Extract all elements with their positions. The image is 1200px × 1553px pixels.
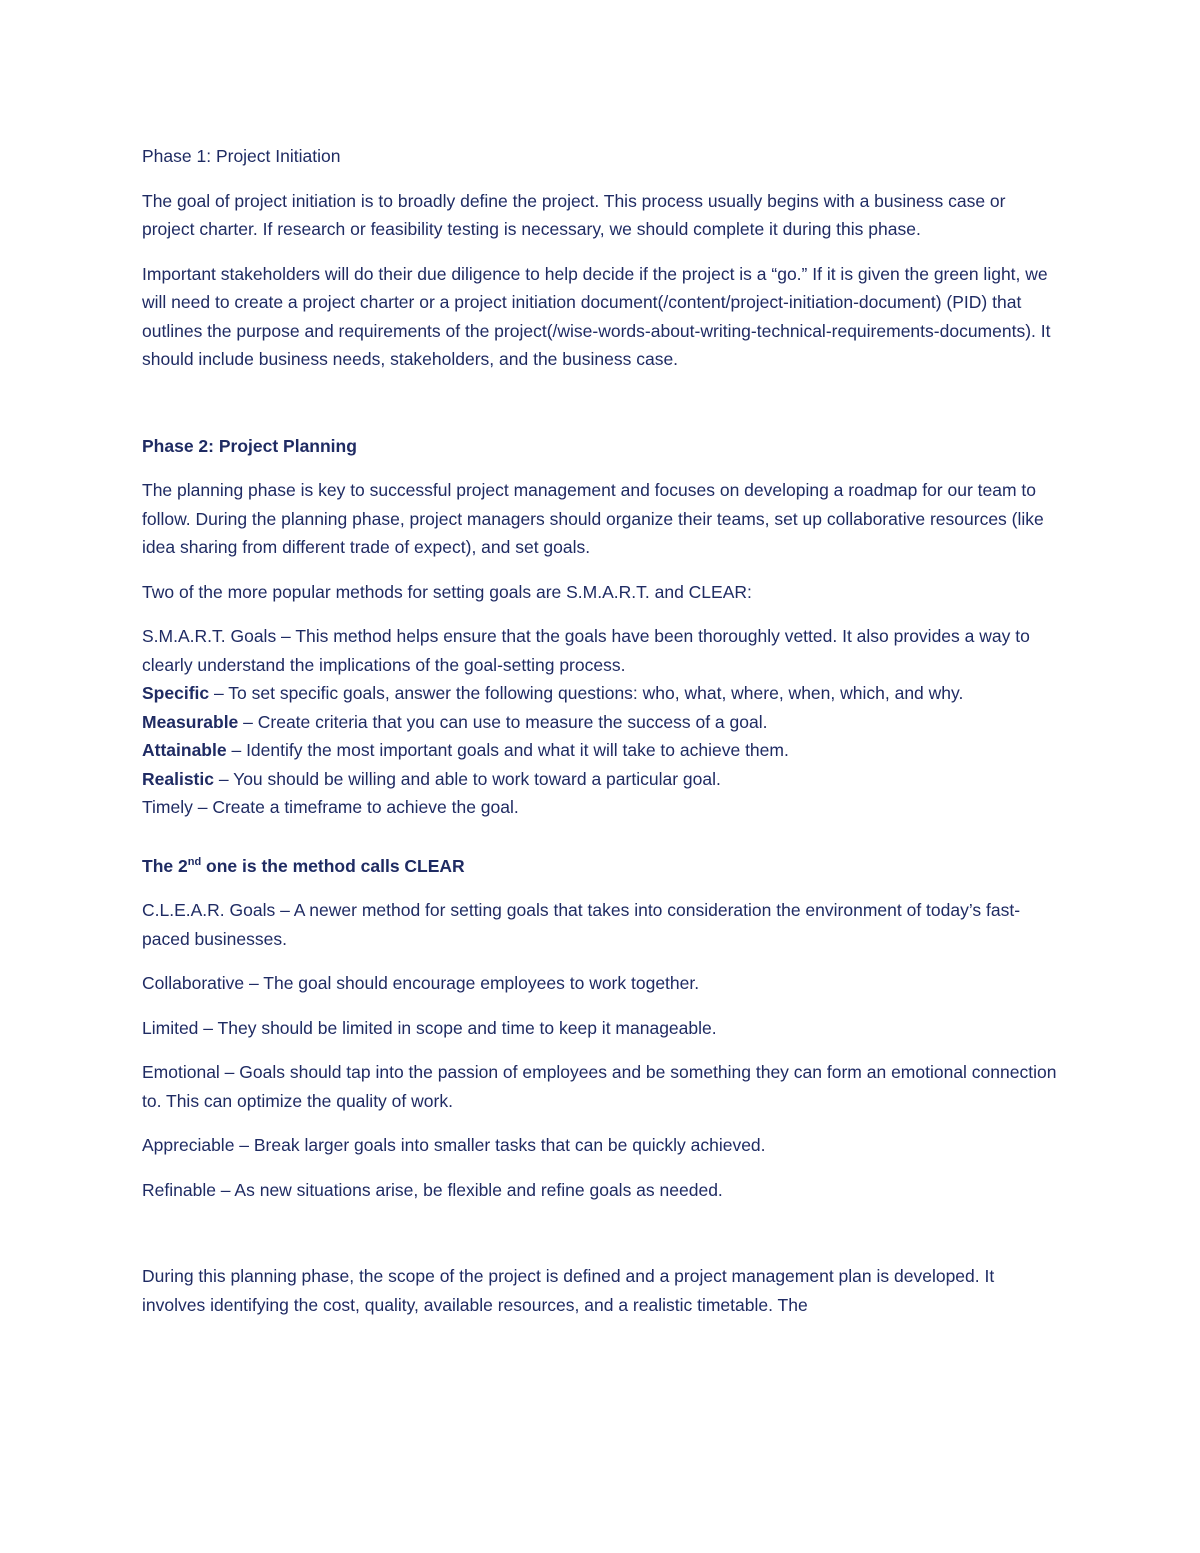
smart-timely: Timely – Create a timeframe to achieve the goal.	[142, 797, 519, 817]
term-specific: Specific	[142, 683, 210, 703]
clear-limited: Limited – They should be limited in scope and time to keep it manageable.	[142, 1017, 717, 1038]
clear-heading-post: one is the method calls CLEAR	[201, 855, 465, 876]
smart-specific	[142, 679, 1062, 708]
term-realistic: Realistic	[142, 768, 214, 789]
realistic-text: – You should be willing and able to work toward a particular goal.	[213, 768, 721, 789]
closing-paragraph: During this planning phase, the scope of the project is defined and a project management plan is developed. It involves identifying the cost, quality, available resources, and a realistic timetable. The	[142, 1266, 995, 1315]
smart-measurable	[142, 708, 1062, 737]
phase2-heading: Phase 2: Project Planning	[142, 435, 357, 456]
smart-realistic	[142, 765, 1062, 794]
smart-intro: S.M.A.R.T. Goals – This method helps ensure that the goals have been thoroughly vetted. It also provides a way to clearly understand the implications of the goal-setting process.	[142, 626, 1030, 675]
smart-goals-block	[142, 622, 1062, 822]
section-spacer	[142, 1220, 1062, 1262]
clear-collaborative: Collaborative – The goal should encourage employees to work together.	[142, 973, 700, 993]
phase1-paragraph-1: The goal of project initiation is to broadly define the project. This process usually begins with a business case or project charter. If research or feasibility testing is necessary, we should complete it during this phase.	[142, 190, 1006, 239]
clear-heading-pre: The 2	[142, 855, 188, 876]
clear-heading	[142, 852, 1062, 881]
measurable-text: – Create criteria that you can use to measure the success of a goal.	[238, 711, 768, 732]
clear-refinable: Refinable – As new situations arise, be flexible and refine goals as needed.	[142, 1179, 723, 1200]
smart-attainable	[142, 736, 1062, 765]
term-measurable: Measurable	[142, 711, 239, 732]
specific-text: – To set specific goals, answer the following questions: who, what, where, when, which, and why.	[209, 683, 964, 703]
section-spacer	[142, 390, 1062, 432]
clear-intro: C.L.E.A.R. Goals – A newer method for setting goals that takes into consideration the environment of today’s fast-paced businesses.	[142, 900, 1021, 949]
phase1-paragraph-2: Important stakeholders will do their due diligence to help decide if the project is a “go.” If it is given the green light, we will need to create a project charter or a project initiation document(/content/project-initiation-document) (PID) that outlines the purpose and requirements of the project(/wise-words-about-writing-technical-requirements-documents). It should include business needs, stakeholders, and the business case.	[142, 263, 1051, 369]
section-spacer	[142, 838, 1062, 852]
phase2-paragraph-1: The planning phase is key to successful project management and focuses on developing a roadmap for our team to follow. During the planning phase, project managers should organize their teams, set up collaborative resources (like idea sharing from different trade of expect), and set goals.	[142, 480, 1044, 557]
clear-appreciable: Appreciable – Break larger goals into smaller tasks that can be quickly achieved.	[142, 1135, 766, 1155]
attainable-text: – Identify the most important goals and what it will take to achieve them.	[226, 740, 789, 760]
document-body	[142, 142, 1062, 1319]
term-attainable: Attainable	[142, 740, 227, 760]
clear-heading-superscript: nd	[187, 855, 202, 868]
phase2-paragraph-2: Two of the more popular methods for setting goals are S.M.A.R.T. and CLEAR:	[142, 581, 752, 602]
clear-emotional: Emotional – Goals should tap into the passion of employees and be something they can form an emotional connection to. This can optimize the quality of work.	[142, 1062, 1057, 1111]
phase1-heading: Phase 1: Project Initiation	[142, 146, 341, 166]
